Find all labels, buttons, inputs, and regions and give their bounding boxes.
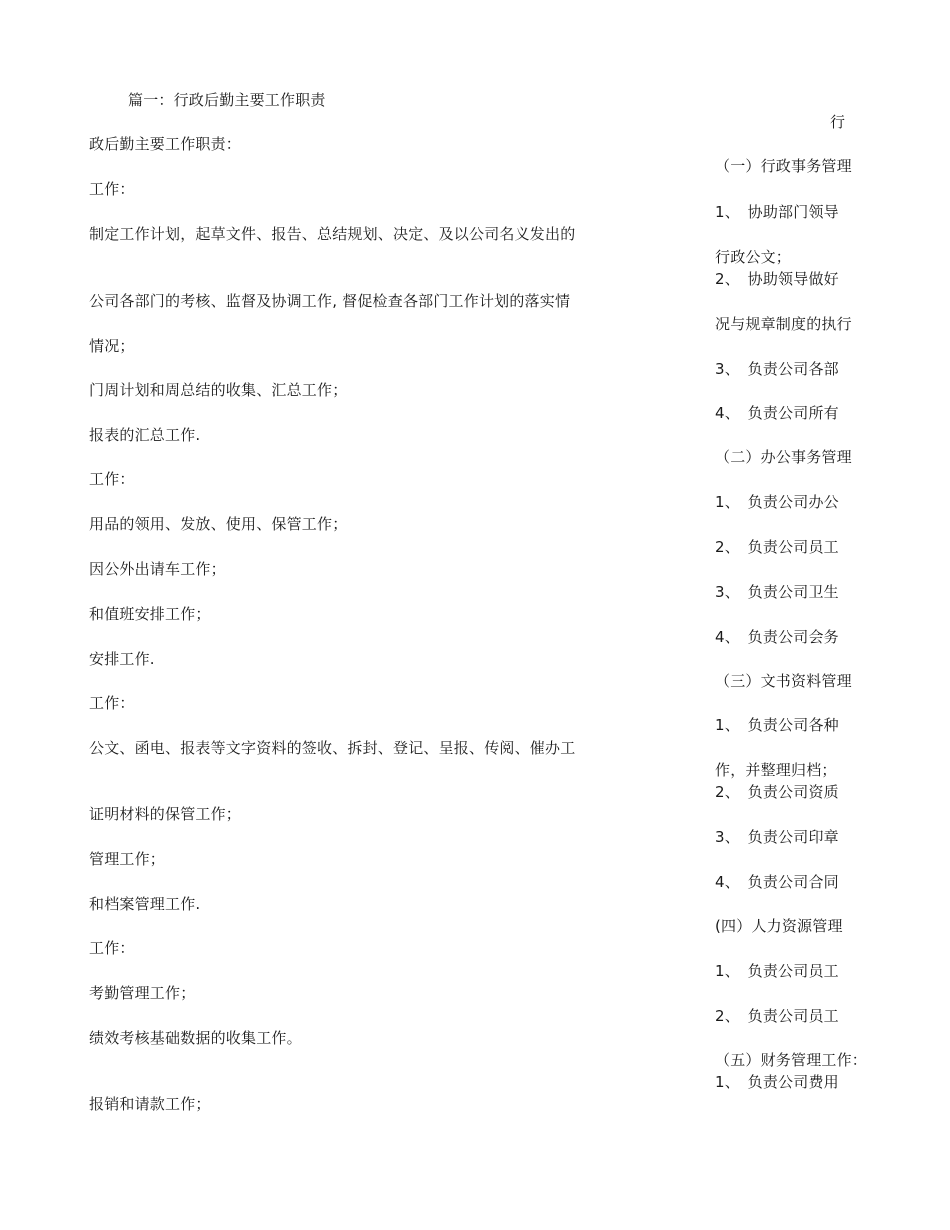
body-line: 工作： [89,694,135,712]
side-line: 2、 负责公司员工 [715,538,839,556]
section-heading: (四）人力资源管理 [715,917,843,935]
side-line: 2、 负责公司员工 [715,1007,839,1025]
section-heading: （二）办公事务管理 [715,448,852,466]
side-line: 4、 负责公司会务 [715,628,839,646]
section-heading: （五）财务管理工作： [715,1051,868,1069]
body-line: 门周计划和周总结的收集、汇总工作； [89,381,348,399]
body-line: 和档案管理工作. [89,895,201,913]
body-line: 工作： [89,939,135,957]
side-line: 3、 负责公司卫生 [715,583,839,601]
side-line: 作，并整理归档； [715,761,837,779]
body-line: 公文、函电、报表等文字资料的签收、拆封、登记、呈报、传阅、催办工 [89,739,576,757]
body-line: 工作： [89,180,135,198]
body-line: 绩效考核基础数据的收集工作。 [89,1029,302,1047]
side-line: 4、 负责公司所有 [715,404,839,422]
side-line: 1、 负责公司办公 [715,493,839,511]
body-line: 公司各部门的考核、监督及协调工作, 督促检查各部门工作计划的落实情 [89,292,571,310]
body-line: 制定工作计划，起草文件、报告、总结规划、决定、及以公司名义发出的 [89,225,576,243]
side-line: 3、 负责公司各部 [715,360,839,378]
side-line: 行政公文； [715,248,792,266]
body-line: 证明材料的保管工作； [89,805,242,823]
section-heading: （一）行政事务管理 [715,157,852,175]
side-line: 4、 负责公司合同 [715,873,839,891]
side-line: 1、 负责公司员工 [715,962,839,980]
side-line: 1、 负责公司费用 [715,1073,839,1091]
body-line: 因公外出请车工作； [89,560,226,578]
side-line: 况与规章制度的执行 [715,315,852,333]
body-line: 考勤管理工作； [89,984,196,1002]
side-line: 2、 协助领导做好 [715,270,839,288]
side-line: 3、 负责公司印章 [715,828,839,846]
body-line: 政后勤主要工作职责： [89,135,242,153]
body-line: 管理工作； [89,850,166,868]
side-line: 2、 负责公司资质 [715,783,839,801]
body-line: 工作： [89,470,135,488]
side-line: 1、 协助部门领导 [715,203,839,221]
body-line: 情况； [89,337,135,355]
body-line: 和值班安排工作； [89,605,211,623]
body-line: 报表的汇总工作. [89,426,201,444]
body-line: 报销和请款工作； [89,1095,211,1113]
document-heading: 篇一：行政后勤主要工作职责 [128,91,326,109]
section-heading: （三）文书资料管理 [715,672,852,690]
body-line: 安排工作. [89,650,155,668]
body-line: 用品的领用、发放、使用、保管工作； [89,515,348,533]
side-line: 1、 负责公司各种 [715,716,839,734]
side-line: 行 [830,113,846,131]
